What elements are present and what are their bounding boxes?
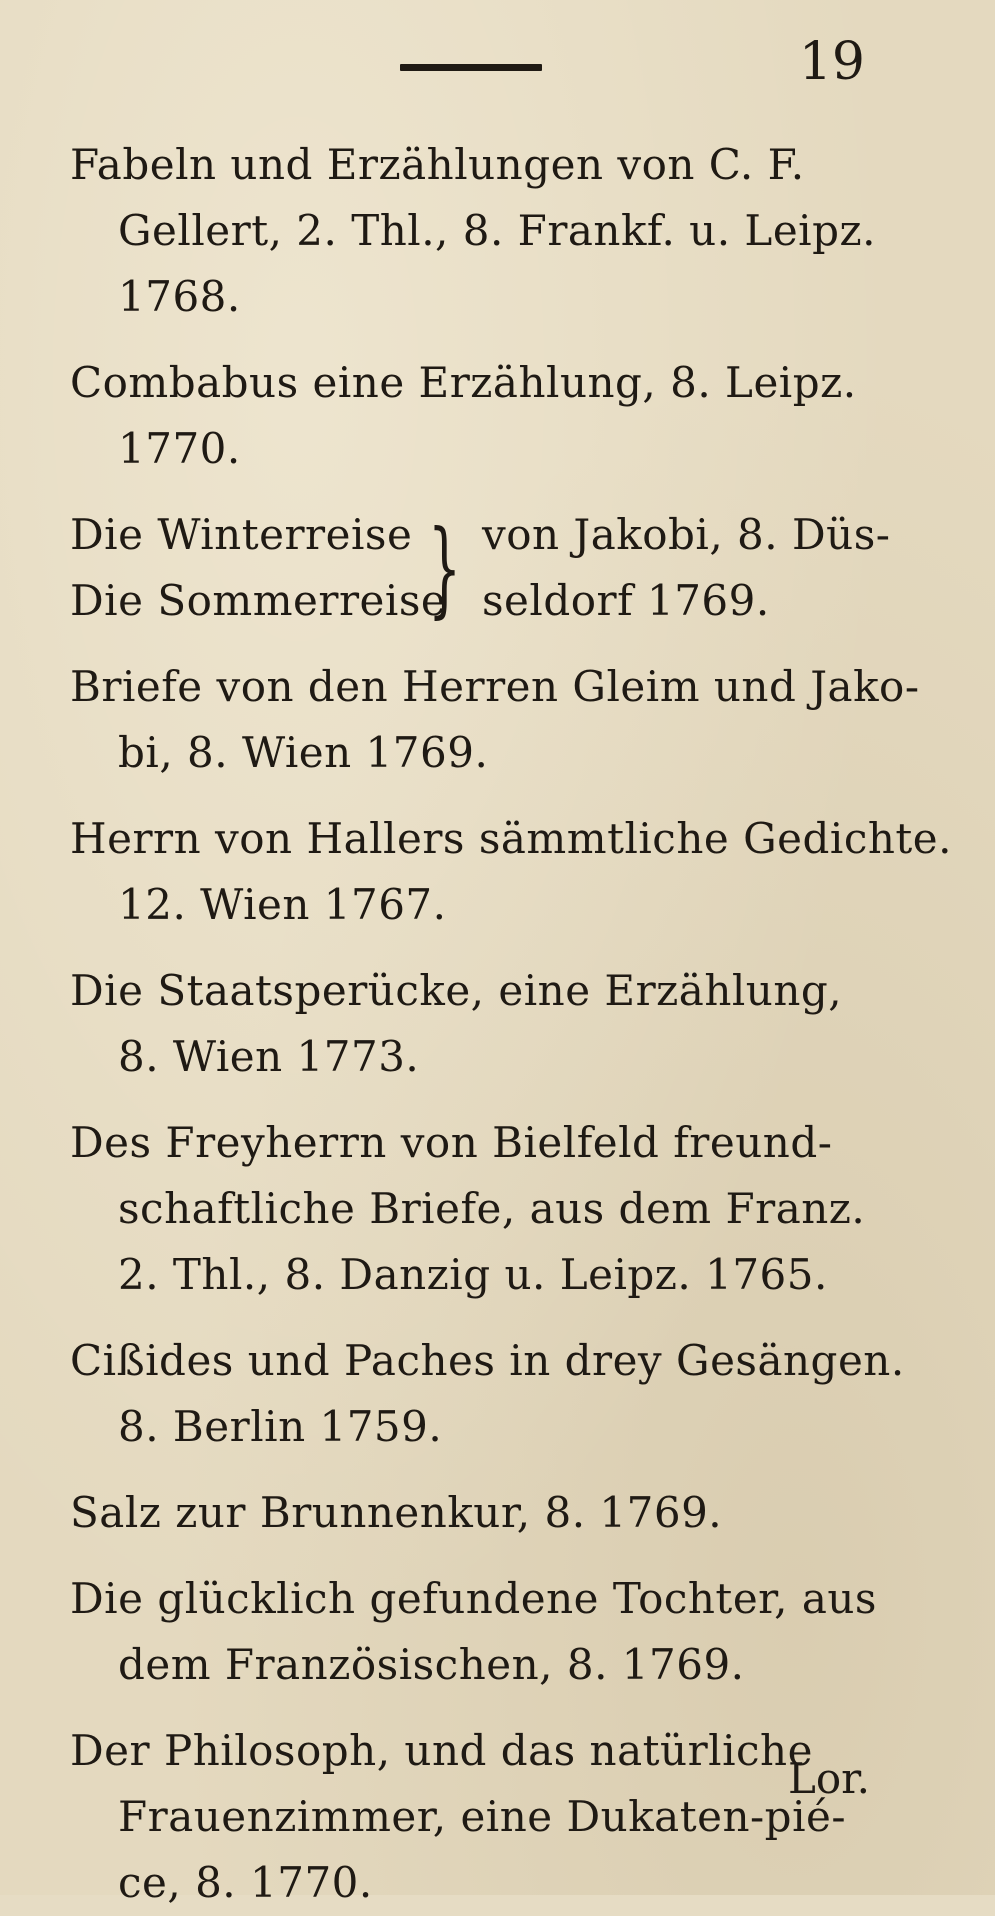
page-number: 19 [798, 32, 865, 92]
entry-line: 8. Berlin 1759. [118, 1402, 443, 1451]
entry-line: schaftliche Briefe, aus dem Franz. [118, 1184, 866, 1233]
catalog-entry [70, 806, 952, 938]
catalog-entries [70, 132, 952, 1916]
braced-imprint [482, 502, 890, 634]
entry-line: 8. Wien 1773. [118, 1032, 420, 1081]
entry-line: Des Freyherrn von Bielfeld freund- [70, 1118, 833, 1167]
catalog-entry [70, 132, 900, 330]
catalog-entry [70, 1328, 905, 1460]
entry-line: Salz zur Brunnenkur, 8. 1769. [70, 1488, 723, 1537]
entry-line: Gellert, 2. Thl., 8. Frankf. u. Leipz. [118, 206, 876, 255]
catalog-entry [70, 350, 900, 482]
catalog-entry [70, 1110, 900, 1308]
catalog-entry [70, 1566, 900, 1698]
entry-line: 1770. [118, 424, 241, 473]
entry-line: 1768. [118, 272, 241, 321]
entry-line: bi, 8. Wien 1769. [118, 728, 489, 777]
entry-line: Der Philosoph, und das natürliche [70, 1726, 813, 1775]
header-rule [400, 64, 542, 71]
entry-line: ce, 8. 1770. [118, 1858, 373, 1907]
entry-line: Die Sommerreise [70, 576, 447, 625]
catalog-entry [70, 958, 900, 1090]
catalog-entry [70, 1480, 900, 1546]
entry-line: dem Französischen, 8. 1769. [118, 1640, 745, 1689]
entry-line: Die Winterreise [70, 510, 413, 559]
catchword: Lor. [788, 1754, 870, 1803]
entry-line: seldorf 1769. [482, 576, 770, 625]
entry-line: Cißides und Paches in drey Gesängen. [70, 1336, 905, 1385]
entry-line: Die Staatsperücke, eine Erzählung, [70, 966, 843, 1015]
entry-line: 12. Wien 1767. [118, 880, 447, 929]
curly-brace-icon: } [428, 507, 462, 629]
catalog-entry-braced [70, 502, 900, 634]
entry-line: Die glücklich gefundene Tochter, aus [70, 1574, 877, 1623]
entry-line: Herrn von Hallers sämmtliche Gedichte. [70, 814, 952, 863]
entry-line: Frauenzimmer, eine Dukaten-pié- [118, 1792, 847, 1841]
entry-line: von Jakobi, 8. Düs- [482, 510, 891, 559]
catalog-entry [70, 1718, 900, 1916]
catalog-entry [70, 654, 920, 786]
entry-line: Combabus eine Erzählung, 8. Leipz. [70, 358, 857, 407]
entry-line: 2. Thl., 8. Danzig u. Leipz. 1765. [118, 1250, 828, 1299]
entry-line: Briefe von den Herren Gleim und Jako- [70, 662, 920, 711]
entry-line: Fabeln und Erzählungen von C. F. [70, 140, 805, 189]
